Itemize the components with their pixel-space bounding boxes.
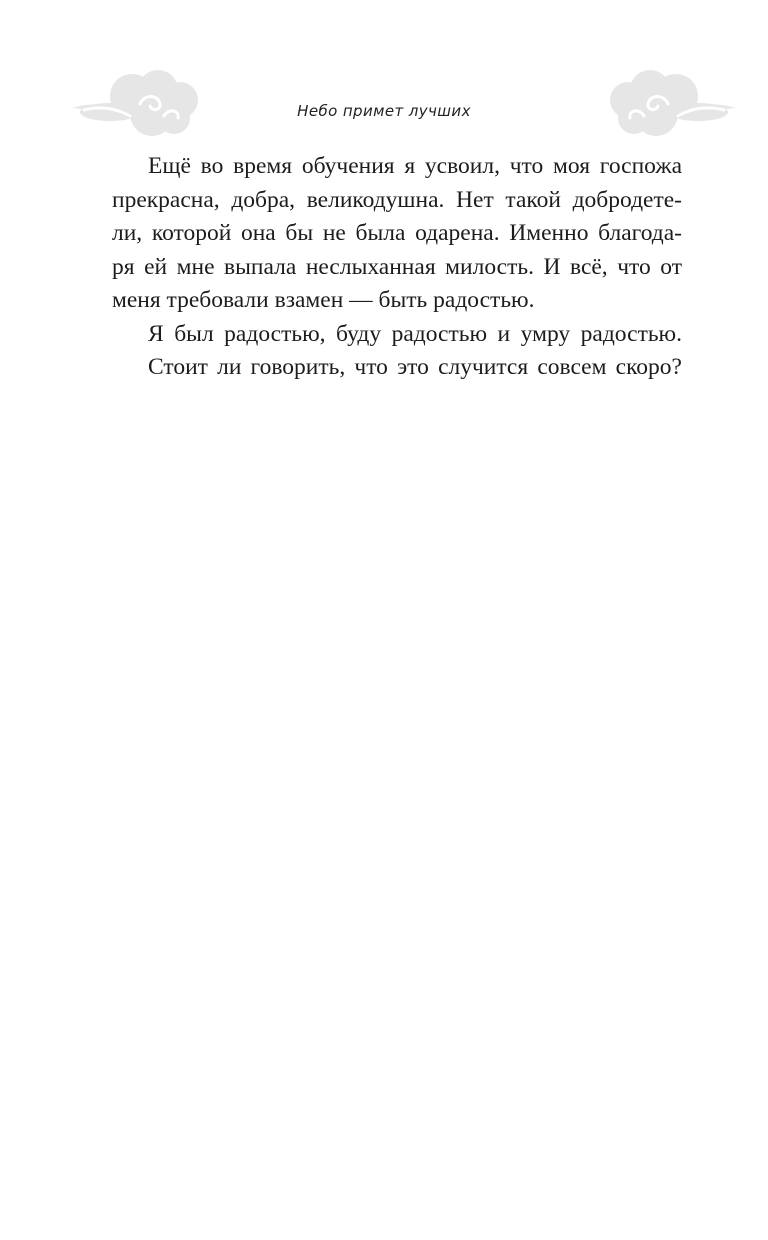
paragraph-1 xyxy=(112,150,682,318)
text-line: Я был радостью, буду радостью и умру радостью. xyxy=(148,320,682,347)
running-title: Небо примет лучших xyxy=(297,102,471,120)
text-line: Стоит ли говорить, что это случится совсем скоро? xyxy=(148,354,682,380)
body-text xyxy=(112,150,682,385)
text-line: прекрасна, добра, великодушна. Нет такой добродете- xyxy=(112,186,682,213)
paragraph-3 xyxy=(112,351,682,385)
paragraph-2 xyxy=(112,318,682,352)
text-line: меня требовали взамен — быть радостью. xyxy=(112,287,535,313)
text-line: ли, которой она бы не была одарена. Именно благода- xyxy=(112,220,682,246)
text-line: Ещё во время обучения я усвоил, что моя госпожа xyxy=(148,153,682,179)
text-line: ря ей мне выпала неслыханная милость. И всё, что от xyxy=(112,253,682,280)
